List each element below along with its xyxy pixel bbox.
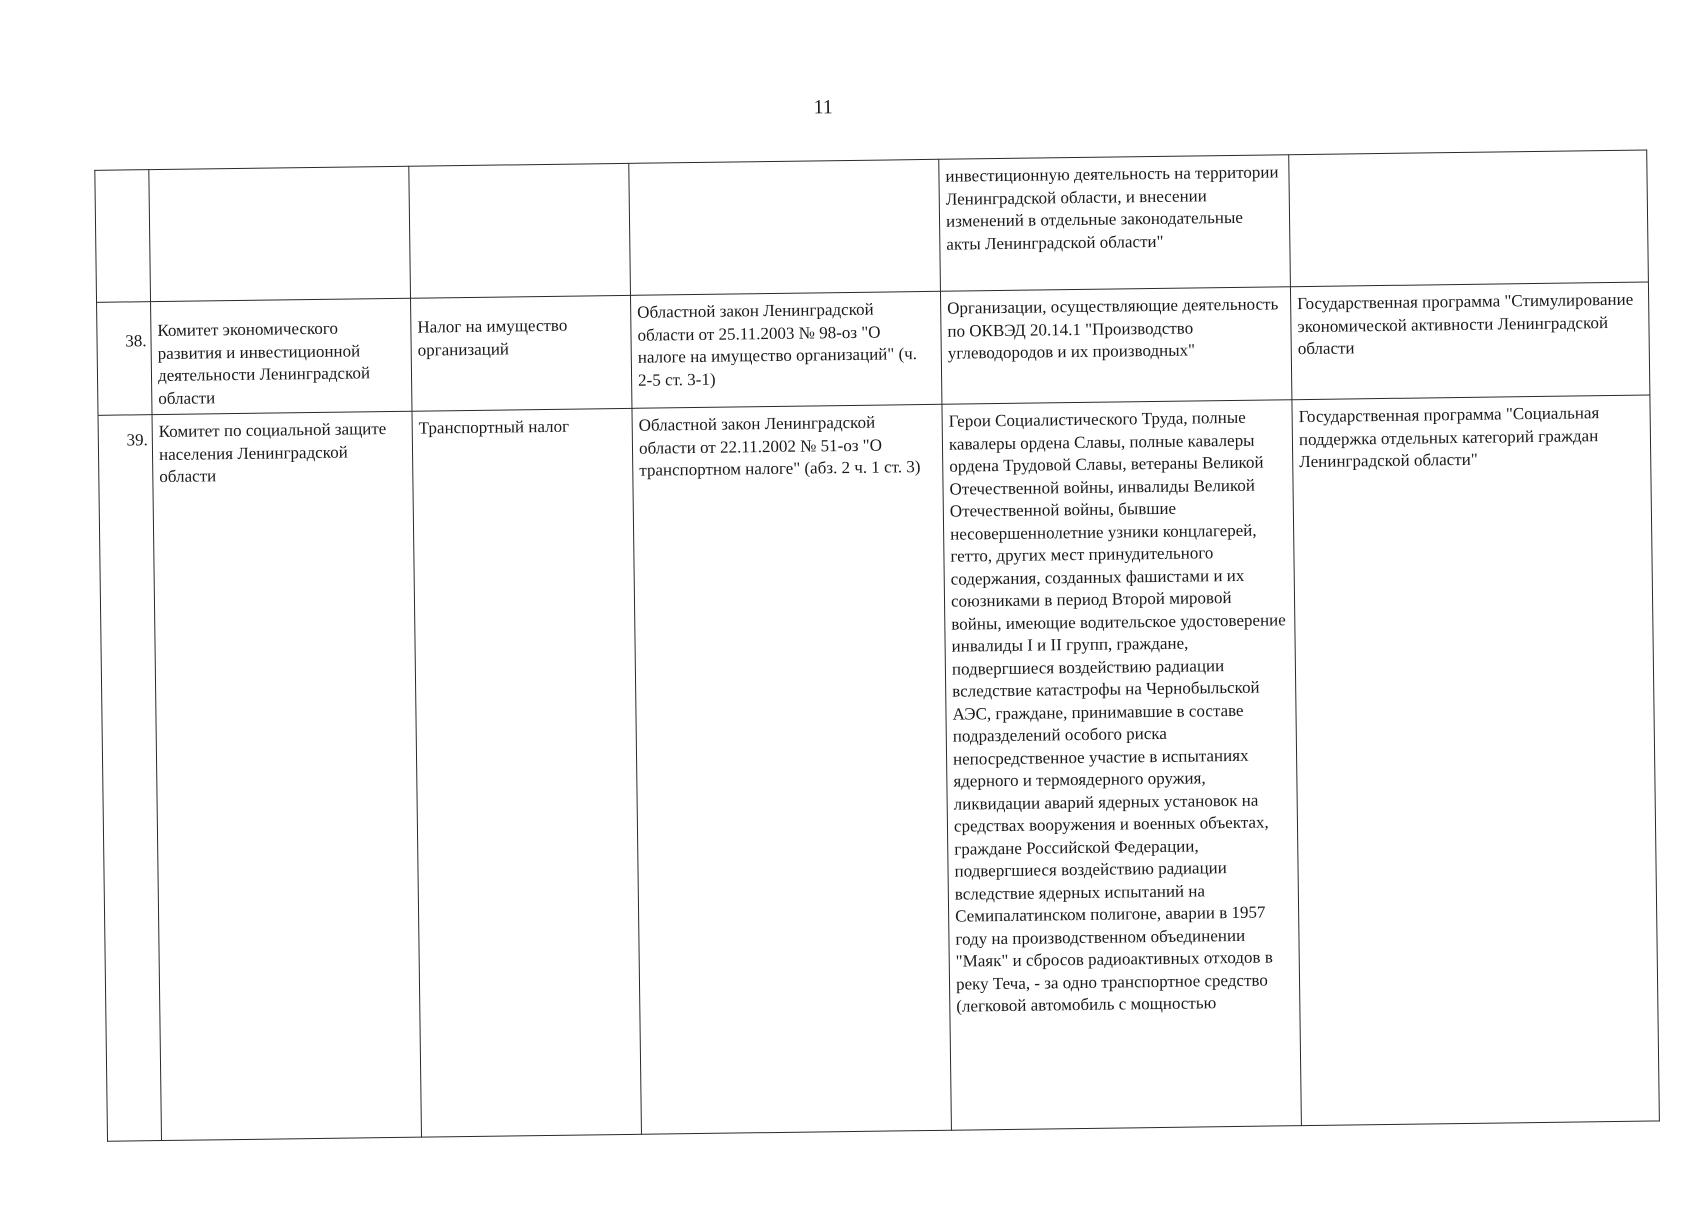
row-number: 39.	[98, 415, 161, 1142]
cell-authority: Комитет по социальной защите населения Ленинградской области	[152, 411, 421, 1140]
cell-tax	[411, 295, 632, 411]
benefits-table-wrapper	[94, 150, 1659, 1142]
page-number: 11	[813, 96, 833, 119]
authority-text: Комитет экономического развития и инвестиционной деятельности Ленинградской области	[157, 318, 371, 408]
cell-program-empty	[1289, 150, 1649, 287]
table-row	[97, 282, 1650, 415]
benefits-table	[94, 150, 1660, 1142]
row-number: 38.	[97, 302, 152, 416]
cell-category: Организации, осуществляющие деятельность по ОКВЭД 20.14.1 "Производство углеводородов и их производных"	[940, 287, 1291, 405]
table-row-continuation	[95, 150, 1649, 302]
cell-authority	[151, 298, 412, 414]
cell-num-empty	[95, 170, 151, 303]
cell-authority-empty	[149, 166, 411, 301]
cell-category-continuation: инвестиционную деятельность на территории Ленинградской области, и внесении изменений в отдельные законодательные акты Ленинградской области"	[939, 155, 1291, 292]
cell-category: Герои Социалистического Труда, полные кавалеры ордена Славы, полные кавалеры ордена Трудовой Славы, ветераны Великой Отечественной войны, инвалиды Великой Отечественной войны, бывшие несовершеннолетние узники концлагерей, гетто, других мест принудительного содержания, созданных фашистами и их союзниками в период Второй мировой войны, имеющие водительское удостоверение инвалиды I и II групп, граждане, подвергшиеся воздействию радиации вследствие катастрофы на Чернобыльской АЭС, граждане, принимавшие в составе подразделений особого риска непосредственное участие в испытаниях ядерного и термоядерного оружия, ликвидации аварий ядерных установок на средствах вооружения и военных объектах, граждане Российской Федерации, подвергшиеся воздействию радиации вследствие ядерных испытаний на Семипалатинском полигоне, аварии в 1957 году на производственном объединении "Маяк" и сбросов радиоактивных отходов в реку Теча, - за одно транспортное средство (легковой автомобиль с мощностью	[942, 400, 1301, 1131]
cell-program: Государственная программа "Социальная поддержка отдельных категорий граждан Ленинградской области"	[1292, 395, 1659, 1126]
cell-law: Областной закон Ленинградской области от 22.11.2002 № 51-оз "О транспортном налоге" (абз. 2 ч. 1 ст. 3)	[632, 404, 951, 1134]
table-row	[98, 395, 1659, 1141]
cell-tax-empty	[409, 163, 631, 298]
cell-program: Государственная программа "Стимулирование экономической активности Ленинградской области	[1290, 282, 1649, 400]
cell-law: Областной закон Ленинградской области от 25.11.2003 № 98-оз "О налоге на имущество организаций" (ч. 2-5 ст. 3-1)	[630, 291, 941, 408]
cell-tax: Транспортный налог	[412, 408, 641, 1137]
tax-text: Налог на имущество организаций	[417, 315, 568, 360]
cell-law-empty	[629, 159, 941, 295]
